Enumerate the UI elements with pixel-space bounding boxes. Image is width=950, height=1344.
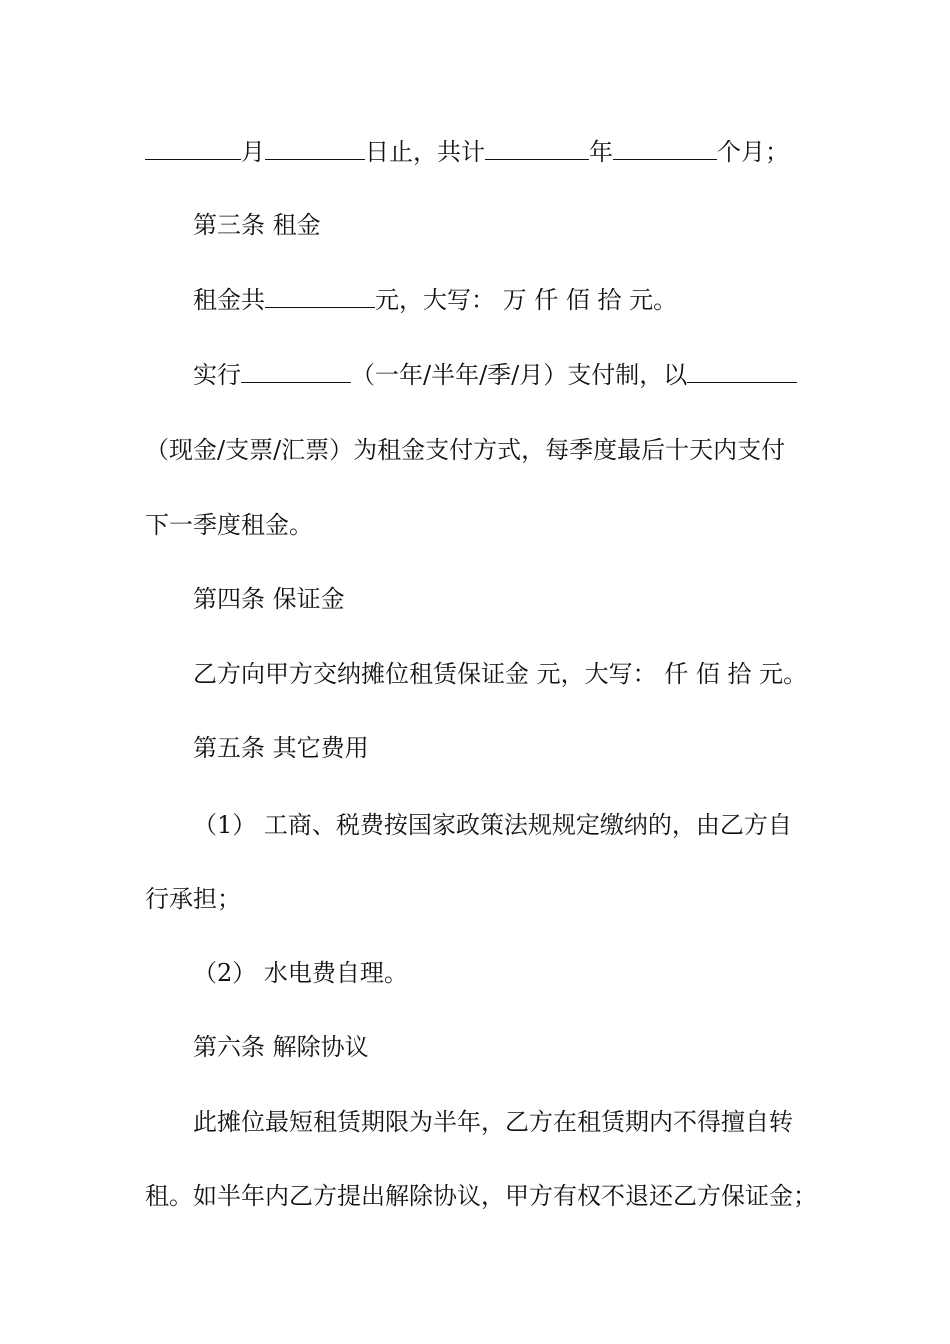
year-label: 年: [589, 138, 613, 166]
blank-rent-amount[interactable]: [265, 287, 375, 308]
termination-line-1: 此摊位最短租赁期限为半年，乙方在租赁期内不得擅自转: [193, 1108, 793, 1136]
article-4-heading: 第四条 保证金: [193, 585, 345, 613]
fee-item-1-line-1: （1） 工商、税费按国家政策法规规定缴纳的，由乙方自: [193, 811, 792, 839]
blank-start-month[interactable]: [145, 139, 241, 160]
payment-line-3: 下一季度租金。: [145, 511, 313, 539]
termination-line-2: 租。如半年内乙方提出解除协议，甲方有权不退还乙方保证金；: [145, 1182, 817, 1210]
rent-suffix: 元，大写： 万 仟 佰 拾 元。: [375, 286, 678, 314]
fee-item-2: （2） 水电费自理。: [193, 959, 408, 987]
article-6-heading: 第六条 解除协议: [193, 1033, 369, 1061]
month-label: 月: [241, 138, 265, 166]
article-5-heading: 第五条 其它费用: [193, 734, 369, 762]
payment-line-1: [145, 360, 863, 390]
blank-payment-method[interactable]: [687, 362, 797, 383]
payment-line-2: （现金/支票/汇票）为租金支付方式，每季度最后十天内支付: [145, 436, 786, 464]
deposit-line: 乙方向甲方交纳摊位租赁保证金 元，大写： 仟 佰 拾 元。: [193, 660, 808, 688]
pay-prefix: 实行: [193, 361, 241, 389]
article-3-heading: 第三条 租金: [193, 211, 321, 239]
pay-mid: （一年/半年/季/月）支付制，以: [351, 361, 688, 389]
blank-total-months[interactable]: [613, 139, 717, 160]
blank-payment-cycle[interactable]: [241, 362, 351, 383]
months-total-label: 个月；: [717, 138, 789, 166]
blank-total-years[interactable]: [485, 139, 589, 160]
rent-prefix: 租金共: [193, 286, 265, 314]
rent-amount-line: [145, 285, 863, 315]
lease-term-line: [145, 137, 815, 167]
day-end-label: 日止，共计: [365, 138, 485, 166]
fee-item-1-line-2: 行承担；: [145, 885, 241, 913]
blank-end-day[interactable]: [265, 139, 365, 160]
